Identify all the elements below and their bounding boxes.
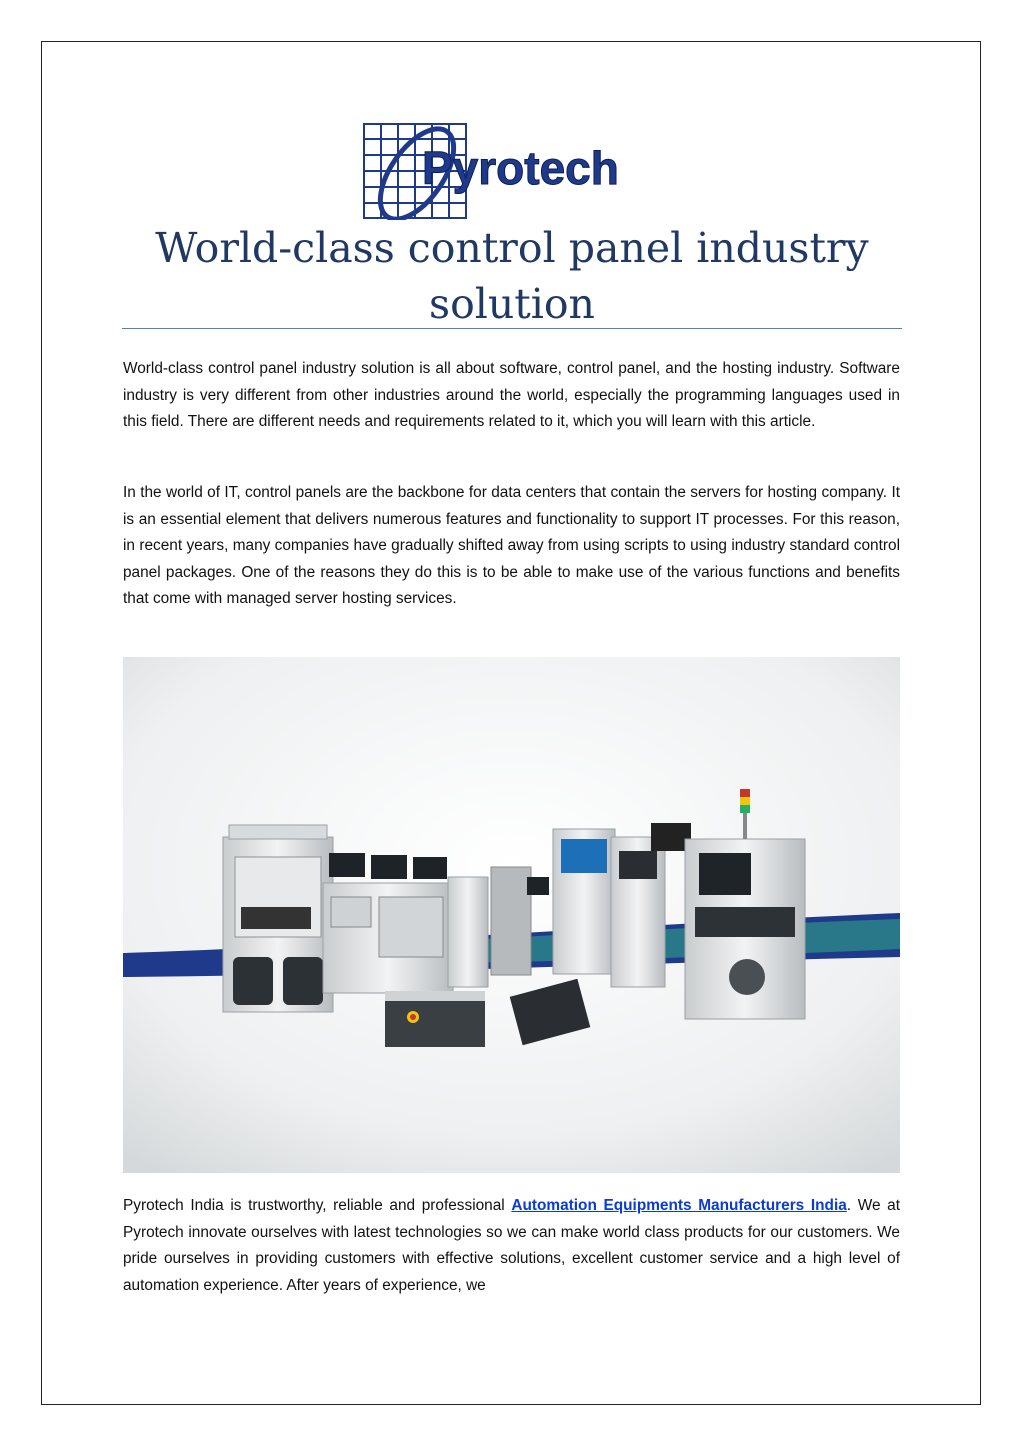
paragraph-intro: World-class control panel industry solution is all about software, control panel, and the hosting industry. Software industry is very different from other industries around the world, especially the programming languages used in this field. There are different needs and requirements related to it, which you will learn with this article. bbox=[123, 360, 900, 430]
logo-text: Pyrotech bbox=[422, 142, 619, 194]
paragraph-pyrotech-text-1: Pyrotech India is trustworthy, reliable and professional bbox=[123, 1197, 512, 1214]
title-line-1: World-class control panel industry bbox=[155, 224, 869, 272]
paragraph-control-panels: In the world of IT, control panels are the backbone for data centers that contain the servers for hosting company. It is an essential element that delivers numerous features and functionality to support IT processes. For this reason, in recent years, many companies have gradually shifted away from using scripts to using industry standard control panel packages. One of the reasons they do this is to be able to make use of the various functions and benefits that come with managed server hosting services. bbox=[123, 484, 900, 607]
pyrotech-logo bbox=[362, 122, 662, 220]
page-title bbox=[123, 220, 901, 332]
automation-equipments-link[interactable]: Automation Equipments Manufacturers India bbox=[511, 1197, 847, 1214]
product-photo bbox=[123, 657, 900, 1173]
title-line-2: solution bbox=[429, 280, 595, 328]
paragraph-pyrotech-text-2: . We at Pyrotech innovate ourselves with latest technologies so we can make world class products for our customers. We pride ourselves in providing customers with effective solutions, excellent customer service and a high level of automation experience. After years of experience, we bbox=[123, 1197, 900, 1294]
paragraph-pyrotech bbox=[123, 1193, 900, 1299]
title-underline bbox=[122, 328, 902, 329]
